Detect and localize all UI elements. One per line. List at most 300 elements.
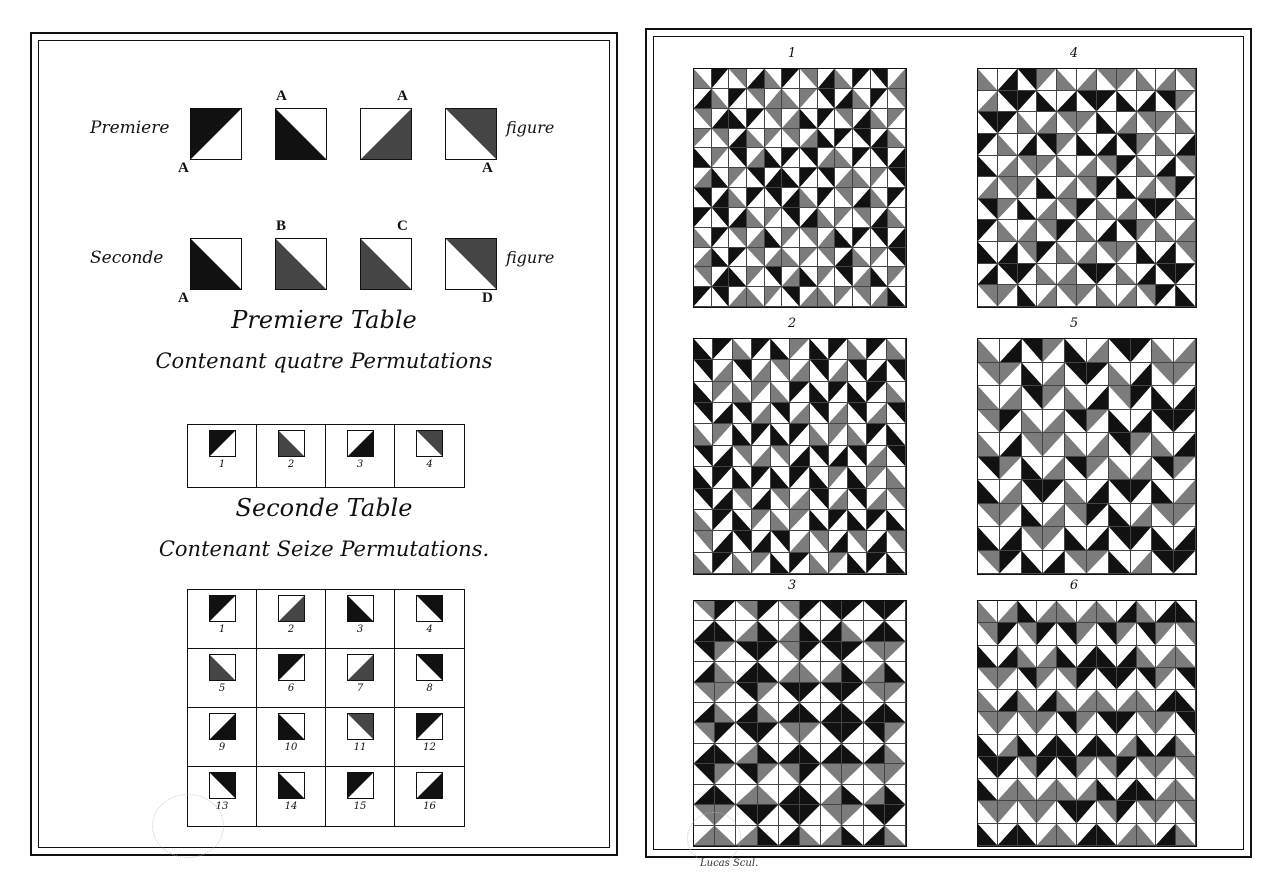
pattern-cell xyxy=(885,621,906,641)
pattern-cell xyxy=(1117,91,1137,113)
triangle-shape xyxy=(782,168,799,187)
pattern-cell xyxy=(694,553,713,574)
triangle-shape xyxy=(1000,457,1021,480)
pattern-cell xyxy=(1176,242,1196,264)
triangle-shape xyxy=(821,703,841,722)
triangle-shape xyxy=(888,287,905,306)
pattern-cell xyxy=(842,764,863,784)
pattern-cell xyxy=(818,69,836,89)
pattern-cell xyxy=(1000,480,1022,504)
permutation-cell xyxy=(395,767,464,826)
pattern-cell xyxy=(1077,156,1097,178)
triangle-shape xyxy=(867,403,885,423)
triangle-shape xyxy=(842,703,862,722)
permutation-cell xyxy=(326,590,395,649)
triangle-shape xyxy=(1137,156,1156,177)
pattern-cell xyxy=(1117,824,1137,846)
triangle-shape xyxy=(887,510,905,530)
triangle-shape xyxy=(1077,601,1096,622)
triangle-shape xyxy=(853,89,870,108)
triangle-shape xyxy=(1117,69,1136,90)
triangle-shape xyxy=(1065,480,1086,503)
triangle-shape xyxy=(867,446,885,466)
pattern-cell xyxy=(821,621,842,641)
pattern-cell xyxy=(1043,363,1065,387)
triangle-shape xyxy=(1097,156,1116,177)
triangle-shape xyxy=(1018,712,1037,733)
triangle-shape xyxy=(1037,242,1056,263)
triangle-shape xyxy=(779,826,799,845)
pattern-cell xyxy=(871,287,889,307)
triangle-shape xyxy=(733,489,751,509)
pattern-cell xyxy=(694,703,715,723)
pattern-cell xyxy=(1018,220,1038,242)
pattern-cell xyxy=(1156,242,1176,264)
triangle-shape xyxy=(1176,285,1195,306)
triangle-shape xyxy=(998,646,1017,667)
pattern-cell xyxy=(810,339,829,360)
triangle-shape xyxy=(1137,824,1156,845)
triangle-shape xyxy=(1156,801,1175,822)
pattern-cell xyxy=(771,489,790,510)
pattern-cell xyxy=(887,489,906,510)
triangle-shape xyxy=(712,208,729,227)
pattern-cell xyxy=(712,188,730,208)
pattern-cell xyxy=(729,228,747,248)
triangle-shape xyxy=(771,403,789,423)
triangle-shape xyxy=(782,148,799,167)
pattern-cell xyxy=(694,109,712,129)
pattern-cell xyxy=(998,668,1018,690)
triangle-shape xyxy=(1087,480,1108,503)
triangle-shape xyxy=(1174,551,1195,574)
triangle-shape xyxy=(888,89,905,108)
triangle-shape xyxy=(1176,242,1195,263)
pattern-cell xyxy=(782,228,800,248)
stamp-artifact xyxy=(152,794,224,858)
pattern-cell xyxy=(1174,457,1196,481)
triangle-shape xyxy=(885,703,905,722)
triangle-shape xyxy=(733,382,751,402)
pattern-cell xyxy=(978,504,1000,528)
triangle-shape xyxy=(810,531,828,551)
triangle-shape xyxy=(1037,623,1056,644)
pattern-cell xyxy=(800,109,818,129)
second-figure-tile-2 xyxy=(275,238,327,290)
permutation-tile xyxy=(209,430,236,457)
triangle-shape xyxy=(998,779,1017,800)
triangle-shape xyxy=(1156,601,1175,622)
pattern-cell xyxy=(978,690,998,712)
permutation-cell xyxy=(257,590,326,649)
pattern-cell xyxy=(729,168,747,188)
permutation-index: 5 xyxy=(218,683,226,694)
triangle-shape xyxy=(782,267,799,286)
pattern-cell xyxy=(800,785,821,805)
triangle-shape xyxy=(888,168,905,187)
triangle-shape xyxy=(978,527,999,550)
pattern-cell xyxy=(1174,339,1196,363)
triangle-shape xyxy=(1022,480,1043,503)
pattern-cell xyxy=(1057,220,1077,242)
triangle-shape xyxy=(736,683,756,702)
pattern-cell xyxy=(1065,527,1087,551)
triangle-shape xyxy=(779,662,799,681)
triangle-shape xyxy=(1043,551,1064,574)
pattern-cell xyxy=(1097,601,1117,623)
pattern-cell xyxy=(782,148,800,168)
pattern-cell xyxy=(1065,457,1087,481)
triangle-shape xyxy=(1018,623,1037,644)
pattern-cell xyxy=(713,339,732,360)
triangle-shape xyxy=(765,89,782,108)
pattern-cell xyxy=(1077,220,1097,242)
pattern-cell xyxy=(998,690,1018,712)
pattern-cell xyxy=(1117,690,1137,712)
pattern-cell xyxy=(1137,690,1157,712)
triangle-shape xyxy=(758,805,778,824)
triangle-shape xyxy=(848,403,866,423)
pattern-cell xyxy=(1077,199,1097,221)
triangle-shape xyxy=(1156,712,1175,733)
triangle-shape xyxy=(867,531,885,551)
pattern-cell xyxy=(712,148,730,168)
pattern-cell xyxy=(853,168,871,188)
pattern-cell xyxy=(790,510,809,531)
pattern-cell xyxy=(800,764,821,784)
triangle-shape xyxy=(771,531,789,551)
pattern-cell xyxy=(848,467,867,488)
triangle-shape xyxy=(348,773,373,798)
pattern-cell xyxy=(747,148,765,168)
pattern-cell xyxy=(765,109,783,129)
pattern-cell xyxy=(1156,735,1176,757)
triangle-shape xyxy=(887,339,905,359)
pattern-cell xyxy=(694,764,715,784)
pattern-cell xyxy=(1057,757,1077,779)
pattern-cell xyxy=(853,69,871,89)
triangle-shape xyxy=(1065,504,1086,527)
triangle-shape xyxy=(1176,801,1195,822)
triangle-shape xyxy=(871,228,888,247)
pattern-cell xyxy=(810,553,829,574)
pattern-cell xyxy=(1057,156,1077,178)
triangle-shape xyxy=(829,424,847,444)
triangle-shape xyxy=(1018,69,1037,90)
pattern-cell xyxy=(736,703,757,723)
pattern-cell xyxy=(790,339,809,360)
triangle-shape xyxy=(1065,457,1086,480)
pattern-cell xyxy=(752,553,771,574)
triangle-shape xyxy=(888,109,905,128)
pattern-cell xyxy=(1097,285,1117,307)
pattern-cell xyxy=(821,805,842,825)
triangle-shape xyxy=(1018,220,1037,241)
triangle-shape xyxy=(1018,735,1037,756)
pattern-cell xyxy=(848,403,867,424)
triangle-shape xyxy=(800,744,820,763)
triangle-shape xyxy=(853,248,870,267)
pattern-cell xyxy=(712,248,730,268)
pattern-cell xyxy=(1176,220,1196,242)
first-figure-letter-2: A xyxy=(276,88,287,104)
triangle-shape xyxy=(1057,242,1076,263)
triangle-shape xyxy=(885,662,905,681)
pattern-cell xyxy=(998,712,1018,734)
pattern-cell xyxy=(998,177,1018,199)
pattern-cell xyxy=(1057,623,1077,645)
pattern-cell xyxy=(1156,824,1176,846)
triangle-shape xyxy=(848,510,866,530)
pattern-cell xyxy=(765,267,783,287)
triangle-shape xyxy=(885,805,905,824)
triangle-shape xyxy=(864,703,884,722)
permutation-cell xyxy=(326,767,395,826)
triangle-shape xyxy=(818,248,835,267)
triangle-shape xyxy=(736,642,756,661)
triangle-shape xyxy=(842,683,862,702)
pattern-cell xyxy=(1087,339,1109,363)
pattern-cell xyxy=(712,228,730,248)
triangle-shape xyxy=(694,109,711,128)
triangle-shape xyxy=(978,91,997,112)
pattern-cell xyxy=(1057,199,1077,221)
triangle-shape xyxy=(446,109,496,159)
triangle-shape xyxy=(821,805,841,824)
triangle-shape xyxy=(1117,623,1136,644)
triangle-shape xyxy=(978,264,997,285)
pattern-cell xyxy=(694,129,712,149)
pattern-cell xyxy=(713,403,732,424)
triangle-shape xyxy=(694,148,711,167)
pattern-cell xyxy=(848,510,867,531)
pattern-cell xyxy=(853,248,871,268)
triangle-shape xyxy=(1156,285,1175,306)
pattern-cell xyxy=(1117,801,1137,823)
triangle-shape xyxy=(853,129,870,148)
pattern-cell xyxy=(978,363,1000,387)
pattern-cell xyxy=(771,403,790,424)
pattern-cell xyxy=(1057,668,1077,690)
pattern-cell xyxy=(829,424,848,445)
triangle-shape xyxy=(885,601,905,620)
pattern-cell xyxy=(1152,527,1174,551)
triangle-shape xyxy=(1087,527,1108,550)
triangle-shape xyxy=(978,134,997,155)
pattern-cell xyxy=(1057,69,1077,91)
triangle-shape xyxy=(1097,601,1116,622)
pattern-cell xyxy=(810,446,829,467)
triangle-shape xyxy=(871,69,888,88)
triangle-shape xyxy=(978,779,997,800)
triangle-shape xyxy=(998,242,1017,263)
pattern-cell xyxy=(713,489,732,510)
triangle-shape xyxy=(1137,757,1156,778)
pattern-cell xyxy=(1152,339,1174,363)
triangle-shape xyxy=(1131,457,1152,480)
pattern-cell xyxy=(752,531,771,552)
pattern-cell xyxy=(885,805,906,825)
pattern-cell xyxy=(998,735,1018,757)
pattern-cell xyxy=(998,264,1018,286)
triangle-shape xyxy=(998,91,1017,112)
pattern-cell xyxy=(871,267,889,287)
triangle-shape xyxy=(998,735,1017,756)
triangle-shape xyxy=(1037,690,1056,711)
pattern-cell xyxy=(712,267,730,287)
triangle-shape xyxy=(715,764,735,783)
pattern-cell xyxy=(758,723,779,743)
triangle-shape xyxy=(1176,824,1195,845)
pattern-cell xyxy=(779,744,800,764)
pattern-cell xyxy=(694,531,713,552)
triangle-shape xyxy=(1176,134,1195,155)
triangle-shape xyxy=(829,360,847,380)
triangle-shape xyxy=(978,457,999,480)
pattern-cell xyxy=(1156,69,1176,91)
pattern-cell xyxy=(1137,242,1157,264)
triangle-shape xyxy=(810,553,828,573)
triangle-shape xyxy=(1018,801,1037,822)
pattern-cell xyxy=(694,467,713,488)
pattern-cell xyxy=(1117,601,1137,623)
triangle-shape xyxy=(835,188,852,207)
pattern-cell xyxy=(758,601,779,621)
triangle-shape xyxy=(348,714,373,739)
triangle-shape xyxy=(842,826,862,845)
pattern-cell xyxy=(1109,504,1131,528)
triangle-shape xyxy=(1037,112,1056,133)
pattern-cell xyxy=(1057,285,1077,307)
triangle-shape xyxy=(978,242,997,263)
pattern-cell xyxy=(1174,480,1196,504)
pattern-cell xyxy=(998,69,1018,91)
triangle-shape xyxy=(871,267,888,286)
pattern-cell xyxy=(765,129,783,149)
permutation-index: 3 xyxy=(356,459,364,470)
pattern-cell xyxy=(1131,433,1153,457)
pattern-cell xyxy=(1077,242,1097,264)
triangle-shape xyxy=(1156,779,1175,800)
premiere-table-grid xyxy=(187,424,465,488)
triangle-shape xyxy=(1018,242,1037,263)
pattern-cell xyxy=(871,148,889,168)
triangle-shape xyxy=(864,683,884,702)
pattern-cell xyxy=(782,188,800,208)
triangle-shape xyxy=(736,662,756,681)
pattern-cell xyxy=(1097,220,1117,242)
triangle-shape xyxy=(758,621,778,640)
pattern-cell xyxy=(864,805,885,825)
triangle-shape xyxy=(1065,363,1086,386)
triangle-shape xyxy=(1156,220,1175,241)
pattern-cell xyxy=(978,112,998,134)
pattern-cell xyxy=(1077,668,1097,690)
pattern-cell xyxy=(800,683,821,703)
triangle-shape xyxy=(1077,112,1096,133)
second-figure-tile-3 xyxy=(360,238,412,290)
triangle-shape xyxy=(765,168,782,187)
triangle-shape xyxy=(733,339,751,359)
triangle-shape xyxy=(821,723,841,742)
pattern-cell xyxy=(712,168,730,188)
pattern-cell xyxy=(1077,824,1097,846)
triangle-shape xyxy=(1117,601,1136,622)
triangle-shape xyxy=(1176,199,1195,220)
pattern-cell xyxy=(1176,69,1196,91)
triangle-shape xyxy=(1152,504,1173,527)
triangle-shape xyxy=(835,109,852,128)
triangle-shape xyxy=(733,510,751,530)
triangle-shape xyxy=(771,360,789,380)
pattern-cell xyxy=(887,403,906,424)
triangle-shape xyxy=(978,801,997,822)
triangle-shape xyxy=(713,382,731,402)
triangle-shape xyxy=(885,642,905,661)
triangle-shape xyxy=(729,208,746,227)
permutation-index: 11 xyxy=(353,742,367,753)
triangle-shape xyxy=(715,723,735,742)
pattern-cell xyxy=(1037,690,1057,712)
triangle-shape xyxy=(1109,457,1130,480)
triangle-shape xyxy=(1022,504,1043,527)
pattern-cell xyxy=(887,339,906,360)
triangle-shape xyxy=(733,467,751,487)
pattern-cell xyxy=(729,109,747,129)
triangle-shape xyxy=(1087,504,1108,527)
pattern-cell xyxy=(864,601,885,621)
pattern-cell xyxy=(829,531,848,552)
triangle-shape xyxy=(779,805,799,824)
permutation-tile xyxy=(278,772,305,799)
pattern-label-4: 4 xyxy=(1069,46,1079,61)
triangle-shape xyxy=(998,177,1017,198)
triangle-shape xyxy=(1018,199,1037,220)
pattern-cell xyxy=(694,267,712,287)
pattern-cell xyxy=(887,424,906,445)
triangle-shape xyxy=(800,662,820,681)
pattern-cell xyxy=(842,744,863,764)
pattern-cell xyxy=(1152,410,1174,434)
triangle-shape xyxy=(729,148,746,167)
triangle-shape xyxy=(1137,285,1156,306)
triangle-shape xyxy=(829,382,847,402)
triangle-shape xyxy=(1018,668,1037,689)
pattern-cell xyxy=(752,446,771,467)
pattern-cell xyxy=(736,642,757,662)
pattern-cell xyxy=(1117,220,1137,242)
pattern-cell xyxy=(1176,801,1196,823)
pattern-cell xyxy=(888,267,906,287)
pattern-cell xyxy=(713,510,732,531)
triangle-shape xyxy=(821,662,841,681)
pattern-cell xyxy=(853,129,871,149)
triangle-shape xyxy=(747,267,764,286)
triangle-shape xyxy=(1152,339,1173,362)
pattern-cell xyxy=(752,424,771,445)
pattern-cell xyxy=(1117,69,1137,91)
pattern-cell xyxy=(1109,363,1131,387)
pattern-cell xyxy=(1087,527,1109,551)
triangle-shape xyxy=(1097,69,1116,90)
triangle-shape xyxy=(800,228,817,247)
pattern-cell xyxy=(842,805,863,825)
pattern-cell xyxy=(848,553,867,574)
triangle-shape xyxy=(771,424,789,444)
permutation-index: 9 xyxy=(218,742,226,753)
triangle-shape xyxy=(1176,112,1195,133)
pattern-cell xyxy=(835,129,853,149)
